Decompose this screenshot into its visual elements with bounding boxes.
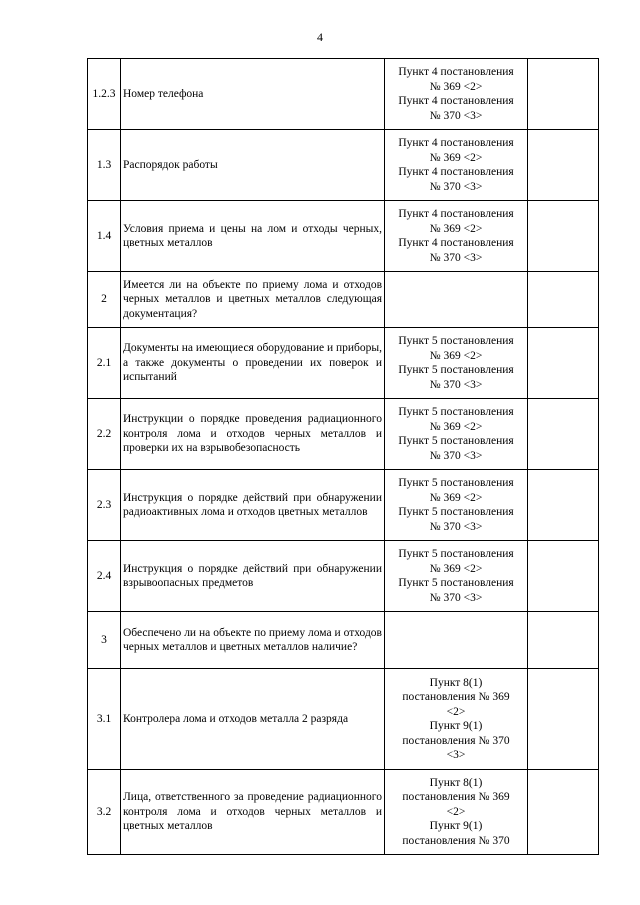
row-reference [385, 201, 528, 272]
row-reference [385, 669, 528, 770]
reference-line: Пункт 9(1) [429, 820, 483, 833]
row-question: Номер телефона [121, 59, 385, 130]
row-reference [385, 399, 528, 470]
table-row [88, 541, 599, 612]
reference-line: № 369 <2> [429, 420, 483, 433]
row-reference [385, 59, 528, 130]
reference-line: Пункт 8(1) [429, 676, 483, 689]
row-reference [385, 612, 528, 669]
reference-line: Пункт 4 постановления [398, 137, 514, 149]
checklist-body [88, 59, 599, 855]
row-question: Инструкция о порядке действий при обнаружении радиоактивных лома и отходов цветных металлов [121, 470, 385, 541]
reference-line: Пункт 4 постановления [398, 237, 514, 249]
row-note [528, 399, 599, 470]
table-row [88, 201, 599, 272]
row-note [528, 470, 599, 541]
row-reference [385, 770, 528, 855]
reference-line: № 370 <3> [429, 378, 483, 391]
row-question: Имеется ли на объекте по приему лома и отходов черных металлов и цветных металлов следующая документация? [121, 272, 385, 328]
reference-line: постановления № 369 [402, 791, 510, 804]
row-number: 2.1 [88, 328, 121, 399]
table-row [88, 669, 599, 770]
row-number: 1.3 [88, 130, 121, 201]
reference-line: Пункт 5 постановления [398, 364, 514, 376]
reference-line: № 369 <2> [429, 151, 483, 164]
table-row [88, 612, 599, 669]
reference-line: № 370 <3> [429, 591, 483, 604]
row-note [528, 328, 599, 399]
reference-line: № 370 <3> [429, 449, 483, 462]
row-reference [385, 272, 528, 328]
row-note [528, 272, 599, 328]
page-number: 4 [317, 30, 323, 44]
row-question: Инструкции о порядке проведения радиационного контроля лома и отходов черных металлов и проверки их на взрывобезопасность [121, 399, 385, 470]
reference-line: Пункт 5 постановления [398, 506, 514, 518]
reference-line: Пункт 5 постановления [398, 406, 514, 418]
row-note [528, 770, 599, 855]
row-number: 1.4 [88, 201, 121, 272]
row-question: Распорядок работы [121, 130, 385, 201]
reference-line: Пункт 5 постановления [398, 548, 514, 560]
row-question: Инструкция о порядке действий при обнаружении взрывоопасных предметов [121, 541, 385, 612]
reference-line: Пункт 5 постановления [398, 335, 514, 347]
reference-line: Пункт 9(1) [429, 720, 483, 732]
row-question: Документы на имеющиеся оборудование и приборы, а также документы о проведении их поверок и испытаний [121, 328, 385, 399]
reference-line: № 369 <2> [429, 349, 483, 362]
reference-line: № 369 <2> [429, 222, 483, 235]
checklist-table [87, 58, 599, 855]
reference-line: постановления № 370 [402, 834, 510, 847]
row-number: 1.2.3 [88, 59, 121, 130]
reference-line: Пункт 5 постановления [398, 577, 514, 589]
reference-line: Пункт 5 постановления [398, 477, 514, 489]
table-row [88, 399, 599, 470]
table-row [88, 59, 599, 130]
row-note [528, 130, 599, 201]
reference-line: <2> [446, 705, 466, 718]
reference-line: постановления № 369 [402, 691, 510, 703]
row-number: 2.4 [88, 541, 121, 612]
row-note [528, 612, 599, 669]
reference-line: Пункт 4 постановления [398, 66, 514, 78]
row-number: 3.2 [88, 770, 121, 855]
reference-line: № 369 <2> [429, 80, 483, 93]
table-row [88, 328, 599, 399]
table-row [88, 272, 599, 328]
row-note [528, 59, 599, 130]
row-number: 3.1 [88, 669, 121, 770]
row-number: 2 [88, 272, 121, 328]
row-reference [385, 328, 528, 399]
reference-line: Пункт 4 постановления [398, 95, 514, 107]
reference-line: <3> [446, 749, 466, 761]
reference-line: № 370 <3> [429, 109, 483, 122]
row-question: Лица, ответственного за проведение радиационного контроля лома и отходов черных металлов и цветных металлов [121, 770, 385, 855]
reference-line: Пункт 4 постановления [398, 166, 514, 178]
row-reference [385, 541, 528, 612]
row-question: Контролера лома и отходов металла 2 разряда [121, 669, 385, 770]
reference-line: Пункт 4 постановления [398, 208, 514, 220]
row-reference [385, 130, 528, 201]
reference-line: № 369 <2> [429, 491, 483, 504]
row-note [528, 201, 599, 272]
row-question: Условия приема и цены на лом и отходы черных, цветных металлов [121, 201, 385, 272]
reference-line: № 370 <3> [429, 520, 483, 533]
reference-line: Пункт 8(1) [429, 776, 483, 789]
table-row [88, 770, 599, 855]
row-reference [385, 470, 528, 541]
row-number: 3 [88, 612, 121, 669]
row-note [528, 669, 599, 770]
reference-line: постановления № 370 [402, 734, 510, 747]
row-question: Обеспечено ли на объекте по приему лома и отходов черных металлов и цветных металлов наличие? [121, 612, 385, 669]
row-number: 2.2 [88, 399, 121, 470]
reference-line: № 370 <3> [429, 180, 483, 193]
row-note [528, 541, 599, 612]
reference-line: № 369 <2> [429, 562, 483, 575]
reference-line: № 370 <3> [429, 251, 483, 264]
table-row [88, 470, 599, 541]
reference-line: <2> [446, 805, 466, 818]
row-number: 2.3 [88, 470, 121, 541]
reference-line: Пункт 5 постановления [398, 435, 514, 447]
table-row [88, 130, 599, 201]
